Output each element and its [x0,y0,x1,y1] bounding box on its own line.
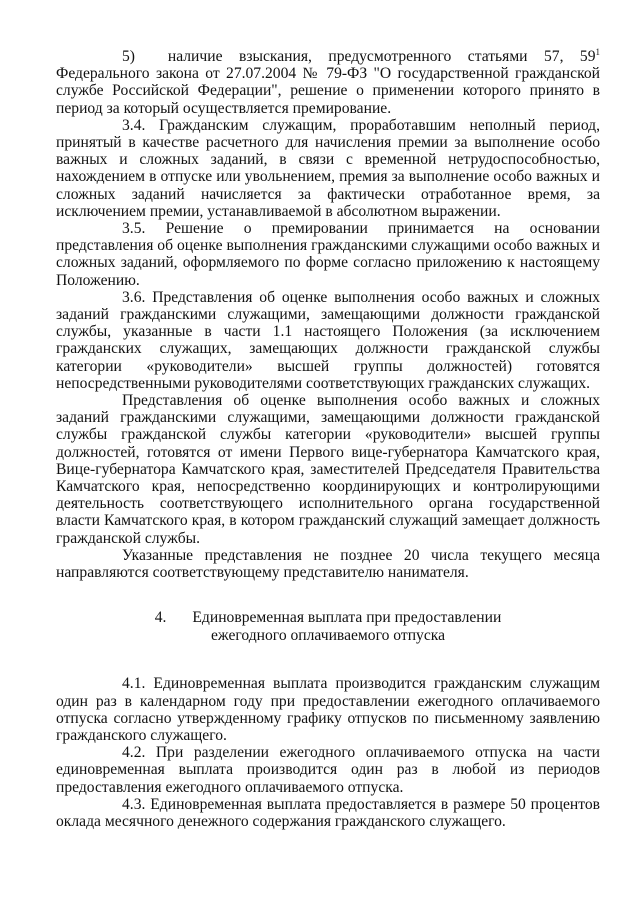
section-heading [56,609,600,645]
superscript: 1 [595,46,600,57]
paragraph-3-5: 3.5. Решение о премировании принимается на основании представления об оценке выполнения гражданскими служащими особо важных и сложных заданий, оформляемого по форме согласно приложению к настоящему Положению. [56,220,600,289]
paragraph-3-6-third: Указанные представления не позднее 20 числа текущего месяца направляются соответствующему представителю нанимателя. [56,546,600,582]
paragraph-text: 5) наличие взыскания, предусмотренного статьями 57, 59 [122,48,596,65]
paragraph-3-6: 3.6. Представления об оценке выполнения особо важных и сложных заданий гражданскими служащими, замещающими должности гражданской службы, указанные в части 1.1 настоящего Положения (за исключением гражданских служащих, замещающих должности гражданской службы категории «руководители» высшей группы должностей) готовятся непосредственными руководителями соответствующих гражданских служащих. [56,288,600,392]
paragraph-3-6-second: Представления об оценке выполнения особо важных и сложных заданий гражданскими служащими, замещающими должности гражданской службы гражданской службы категории «руководители» высшей группы должностей, готовятся от имени Первого вице-губернатора Камчатского края, Вице-губернатора Камчатского края, заместителей Председателя Правительства Камчатского края, непосредственно координирующих и контролирующими деятельность соответствующего исполнительного органа государственной власти Камчатского края, в котором гражданский служащий замещает должность гражданской службы. [56,392,600,547]
paragraph-4-2: 4.2. При разделении ежегодного оплачиваемого отпуска на части единовременная выплата производится один раз в любой из периодов предоставления ежегодного оплачиваемого отпуска. [56,744,600,796]
paragraph-text: Федерального закона от 27.07.2004 № 79-ФЗ "О государственной гражданской службе Российской Федерации", решение о применении которого принято в период за который осуществляется премирование. [56,65,600,117]
section-title-line1: Единовременная выплата при предоставлении [192,609,502,627]
section-number: 4. [154,609,167,627]
section-heading-line1 [56,609,600,627]
section-title-line2: ежегодного оплачиваемого отпуска [210,627,446,645]
paragraph-3-4: 3.4. Гражданским служащим, проработавшим неполный период, принятый в качестве расчетного для начисления премии за выполнение особо важных и сложных заданий, в связи с временной нетрудоспособностью, нахождением в отпуске или увольнением, премия за выполнение особо важных и сложных заданий начисляется за фактически отработанное время, за исключением премии, устанавливаемой в абсолютном выражении. [56,116,600,220]
paragraph-4-1: 4.1. Единовременная выплата производится гражданским служащим один раз в календарном году при предоставлении ежегодного оплачиваемого отпуска согласно утвержденному графику отпусков по письменному заявлению гражданского служащего. [56,675,600,744]
paragraph-item-5 [56,48,600,117]
document-page [56,48,600,830]
paragraph-4-3: 4.3. Единовременная выплата предоставляется в размере 50 процентов оклада месячного денежного содержания гражданского служащего. [56,795,600,830]
